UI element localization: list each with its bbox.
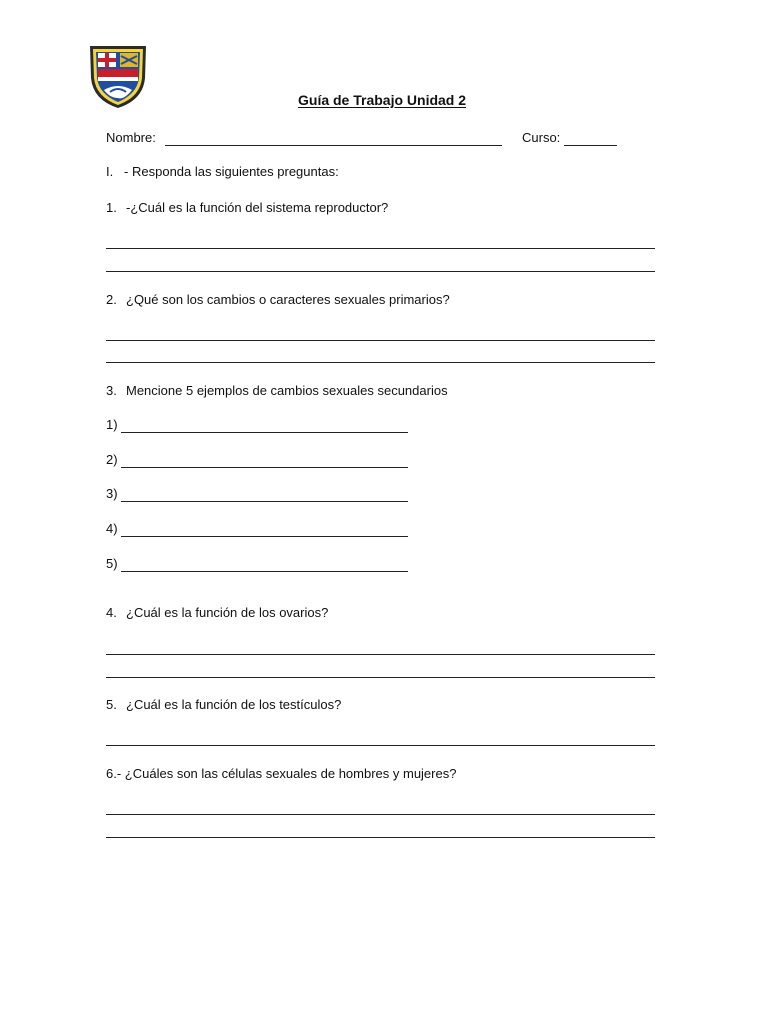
answer-line[interactable] [106,677,655,678]
question-6 [106,766,456,781]
curso-field[interactable] [564,145,617,146]
question-text: ¿Qué son los cambios o caracteres sexuales primarios? [126,292,450,307]
example-label-4: 4) [106,521,118,536]
example-answer-line[interactable] [121,432,408,433]
question-text: ¿Cuál es la función de los ovarios? [126,605,329,620]
example-answer-line[interactable] [121,467,408,468]
question-number: 6.- [106,766,122,781]
answer-line[interactable] [106,654,655,655]
answer-line[interactable] [106,271,655,272]
answer-line[interactable] [106,837,655,838]
nombre-label: Nombre: [106,130,156,145]
answer-line[interactable] [106,745,655,746]
question-number: 3. [106,383,117,398]
question-text: ¿Cuál es la función de los testículos? [126,697,342,712]
document-title: Guía de Trabajo Unidad 2 [298,92,467,108]
question-2 [106,292,450,307]
answer-line[interactable] [106,362,655,363]
example-label-2: 2) [106,452,118,467]
question-4 [106,605,328,620]
example-label-3: 3) [106,486,118,501]
question-text: -¿Cuál es la función del sistema reproductor? [126,200,389,215]
question-1 [106,200,388,215]
question-number: 1. [106,200,117,215]
curso-label: Curso: [522,130,561,145]
example-label-1: 1) [106,417,118,432]
answer-line[interactable] [106,340,655,341]
answer-line[interactable] [106,248,655,249]
question-number: 5. [106,697,117,712]
example-label-5: 5) [106,556,118,571]
question-number: 4. [106,605,117,620]
answer-line[interactable] [106,814,655,815]
question-text: ¿Cuáles son las células sexuales de hombres y mujeres? [124,766,457,781]
section-heading: I. - Responda las siguientes preguntas: [106,164,339,179]
nombre-field[interactable] [165,145,502,146]
question-5 [106,697,341,712]
question-text: Mencione 5 ejemplos de cambios sexuales secundarios [126,383,448,398]
question-3 [106,383,448,398]
school-crest-icon [88,42,148,110]
question-number: 2. [106,292,117,307]
example-answer-line[interactable] [121,536,408,537]
example-answer-line[interactable] [121,501,408,502]
example-answer-line[interactable] [121,571,408,572]
